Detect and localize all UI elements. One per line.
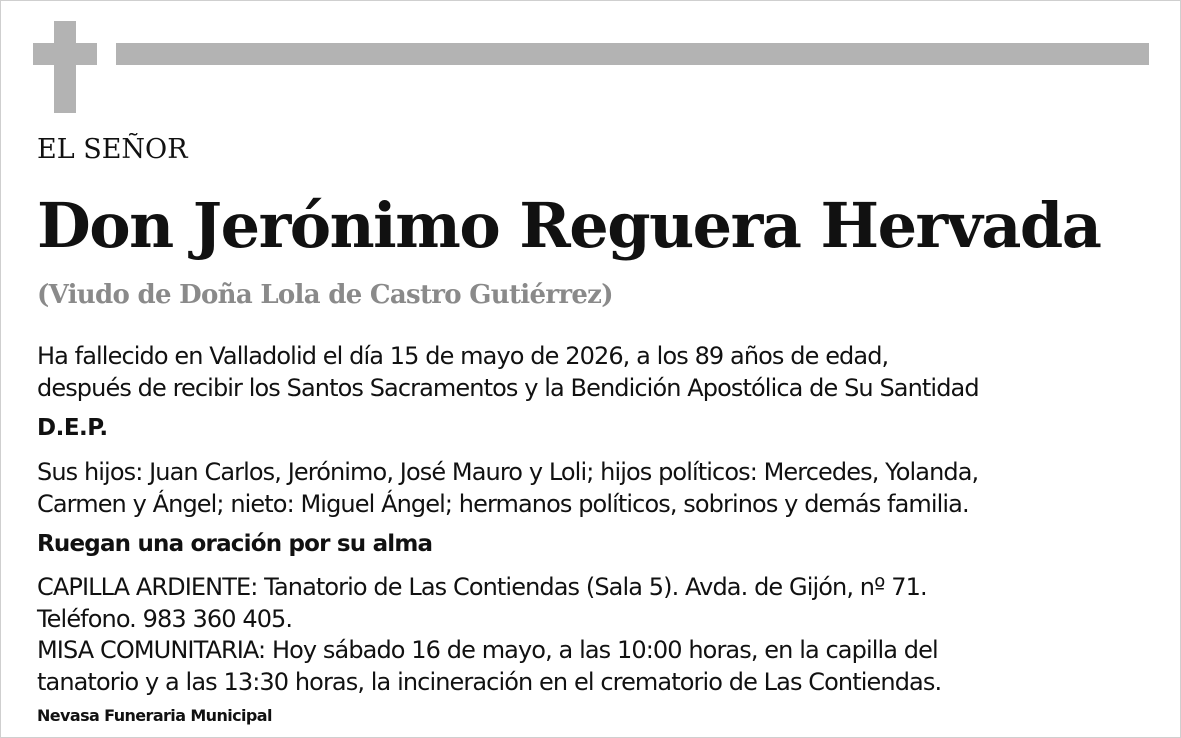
dep-label: D.E.P. xyxy=(37,415,108,441)
title-prefix: EL SEÑOR xyxy=(37,134,188,165)
funeral-home-name: Nevasa Funeraria Municipal xyxy=(37,706,272,725)
mass-line-2: tanatorio y a las 13:30 horas, la incineración en el crematorio de Las Contiendas. xyxy=(37,668,942,696)
header-rule xyxy=(116,43,1149,65)
cross-vertical-bar xyxy=(54,21,76,113)
prayer-request: Ruegan una oración por su alma xyxy=(37,531,433,557)
family-line-2: Carmen y Ángel; nieto: Miguel Ángel; hermanos políticos, sobrinos y demás familia. xyxy=(37,490,969,518)
widower-subtitle: (Viudo de Doña Lola de Castro Gutiérrez) xyxy=(37,280,613,310)
chapel-info xyxy=(37,571,927,635)
mass-info xyxy=(37,634,941,698)
chapel-line-2: Teléfono. 983 360 405. xyxy=(37,605,293,633)
death-line-1: Ha fallecido en Valladolid el día 15 de mayo de 2026, a los 89 años de edad, xyxy=(37,342,889,370)
chapel-line-1: CAPILLA ARDIENTE: Tanatorio de Las Contiendas (Sala 5). Avda. de Gijón, nº 71. xyxy=(37,573,927,601)
family-list xyxy=(37,456,978,520)
death-line-2: después de recibir los Santos Sacramentos y la Bendición Apostólica de Su Santidad xyxy=(37,374,979,402)
mass-line-1: MISA COMUNITARIA: Hoy sábado 16 de mayo, a las 10:00 horas, en la capilla del xyxy=(37,636,938,664)
cross-horizontal-bar xyxy=(33,43,97,65)
family-line-1: Sus hijos: Juan Carlos, Jerónimo, José Mauro y Loli; hijos políticos: Mercedes, Yolanda, xyxy=(37,458,979,486)
death-announcement xyxy=(37,340,979,404)
deceased-name: Don Jerónimo Reguera Hervada xyxy=(37,189,1101,262)
